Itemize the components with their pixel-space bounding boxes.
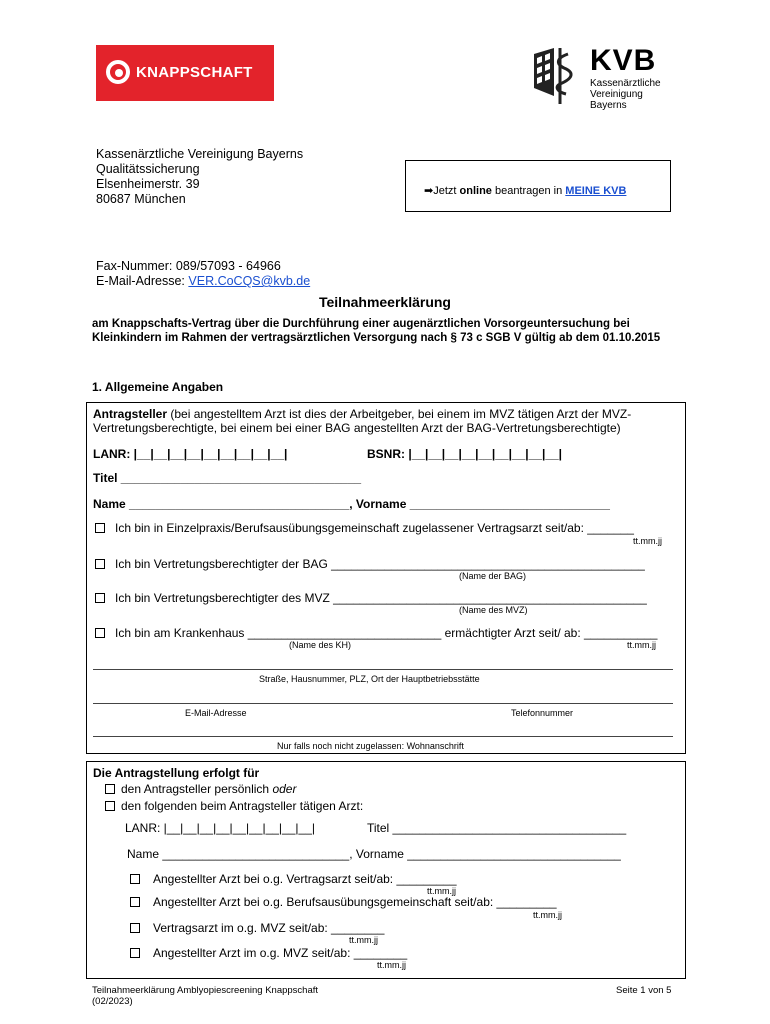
option-self-checkbox[interactable] xyxy=(105,784,115,794)
date-hint: tt.mm.jj xyxy=(427,886,456,896)
option-self-text: den Antragsteller persönlich xyxy=(121,782,273,796)
phone-hint: Telefonnummer xyxy=(511,708,574,718)
date-hint: tt.mm.jj xyxy=(377,960,406,970)
name-field[interactable]: Name _________________________________, Vorname ______________________________ xyxy=(93,497,610,511)
subtitle: am Knappschafts-Vertrag über die Durchführung einer augenärztlichen Vorsorgeuntersuchung bei Kleinkindern im Rahmen der vertragsärztlichen Versorgung nach § 73 c SGB V gültig ab dem 01.10.2015 xyxy=(92,318,661,344)
home-address-hint: Nur falls noch nicht zugelassen: Wohnanschrift xyxy=(277,741,464,751)
option-mvz-checkbox[interactable] xyxy=(95,593,105,603)
recipient-address xyxy=(96,147,303,207)
kh-name-hint: (Name des KH) xyxy=(289,640,352,650)
page-title: Teilnahmeerklärung xyxy=(318,294,451,310)
kvb-logo xyxy=(530,44,670,110)
doctor-name-field[interactable]: Name ____________________________, Vorname ________________________________ xyxy=(127,847,621,861)
knappschaft-logo-icon xyxy=(106,60,130,84)
c4-checkbox[interactable] xyxy=(130,948,140,958)
mvz-name-hint: (Name des MVZ) xyxy=(459,605,528,615)
address-line-1: Kassenärztliche Vereinigung Bayerns xyxy=(96,147,304,161)
address-hint: Straße, Hausnummer, PLZ, Ort der Hauptbetriebsstätte xyxy=(259,674,480,684)
option-bag-label: Ich bin Vertretungsberechtigter der BAG _______________________________________________ xyxy=(115,557,645,571)
footer-title: Teilnahmeerklärung Amblyopiescreening Knappschaft xyxy=(92,985,319,996)
knappschaft-logo-text: KNAPPSCHAFT xyxy=(136,64,253,81)
option-self-label xyxy=(121,782,296,796)
email-label: E-Mail-Adresse: xyxy=(96,274,189,288)
option-other-doctor-checkbox[interactable] xyxy=(105,801,115,811)
kvb-line-2: Vereinigung xyxy=(590,89,643,100)
date-hint: tt.mm.jj xyxy=(633,536,662,546)
footer-version: (02/2023) xyxy=(92,996,133,1007)
fax-number: Fax-Nummer: 089/57093 - 64966 xyxy=(96,259,281,273)
c3-checkbox[interactable] xyxy=(130,923,140,933)
antragsteller-intro xyxy=(93,407,631,421)
c2-label: Angestellter Arzt bei o.g. Berufsausübungsgemeinschaft seit/ab: _________ xyxy=(153,895,557,909)
meine-online: online xyxy=(459,185,492,197)
application-for-box xyxy=(86,761,686,979)
c3-label: Vertragsarzt im o.g. MVZ seit/ab: ________ xyxy=(153,921,385,935)
address-line-3: Elsenheimerstr. 39 xyxy=(96,177,200,191)
option-einzelpraxis-checkbox[interactable] xyxy=(95,523,105,533)
bsnr-field[interactable]: BSNR: |__|__|__|__|__|__|__|__|__| xyxy=(367,447,563,461)
arrow-right-icon: ➡ xyxy=(424,185,434,197)
lanr-field[interactable]: LANR: |__|__|__|__|__|__|__|__|__| xyxy=(93,447,288,461)
antragsteller-line-2: Vertretungsberechtigte, bei einem bei einer BAG angestellten Arzt der BAG-Vertretungsberechtigte) xyxy=(93,421,621,435)
email-phone-line[interactable] xyxy=(93,703,673,704)
home-address-line[interactable] xyxy=(93,736,673,737)
bag-name-hint: (Name der BAG) xyxy=(459,571,527,581)
option-other-doctor-label: den folgenden beim Antragsteller tätigen Arzt: xyxy=(121,799,364,813)
page-number: Seite 1 von 5 xyxy=(616,985,672,996)
meine-kvb-box xyxy=(405,160,671,212)
date-hint: tt.mm.jj xyxy=(349,935,378,945)
knappschaft-logo xyxy=(96,45,274,101)
option-einzelpraxis-label: Ich bin in Einzelpraxis/Berufsausübungsgemeinschaft zugelassener Vertragsarzt seit/ab: _______ xyxy=(115,521,634,535)
address-line-4: 80687 München xyxy=(96,192,186,206)
kvb-emblem-icon xyxy=(530,44,586,110)
date-hint: tt.mm.jj xyxy=(533,910,562,920)
c1-checkbox[interactable] xyxy=(130,874,140,884)
doctor-lanr-field[interactable]: LANR: |__|__|__|__|__|__|__|__|__| xyxy=(125,821,315,835)
antragsteller-rest: (bei angestelltem Arzt ist dies der Arbeitgeber, bei einem im MVZ tätigen Arzt der MVZ- xyxy=(167,407,632,421)
c4-label: Angestellter Arzt im o.g. MVZ seit/ab: ________ xyxy=(153,946,408,960)
date-hint: tt.mm.jj xyxy=(627,640,656,650)
address-line-2: Qualitätssicherung xyxy=(96,162,200,176)
kvb-line-3: Bayerns xyxy=(590,100,627,111)
antragsteller-label: Antragsteller xyxy=(93,407,168,421)
option-self-or: oder xyxy=(272,782,297,796)
c1-label: Angestellter Arzt bei o.g. Vertragsarzt seit/ab: _________ xyxy=(153,872,457,886)
titel-field[interactable]: Titel ____________________________________ xyxy=(93,471,362,485)
kvb-line-1: Kassenärztliche xyxy=(590,78,661,89)
box2-heading: Die Antragstellung erfolgt für xyxy=(93,766,260,780)
option-bag-checkbox[interactable] xyxy=(95,559,105,569)
option-krankenhaus-label: Ich bin am Krankenhaus _____________________________ ermächtigter Arzt seit/ ab: ___________ xyxy=(115,626,658,640)
doctor-titel-field[interactable]: Titel ___________________________________ xyxy=(367,821,627,835)
email-link[interactable]: VER.CoCQS@kvb.de xyxy=(188,274,311,288)
footer xyxy=(92,985,318,1007)
email-hint: E-Mail-Adresse xyxy=(185,708,247,718)
meine-kvb-link[interactable]: MEINE KVB xyxy=(565,185,627,197)
option-mvz-label: Ich bin Vertretungsberechtigter des MVZ _______________________________________________ xyxy=(115,591,647,605)
meine-mid: beantragen in xyxy=(491,185,566,197)
address-line[interactable] xyxy=(93,669,673,670)
kvb-logo-title: KVB xyxy=(590,44,657,77)
contact-info xyxy=(96,259,310,289)
meine-pre: Jetzt xyxy=(433,185,460,197)
option-krankenhaus-checkbox[interactable] xyxy=(95,628,105,638)
section-heading: 1. Allgemeine Angaben xyxy=(92,380,224,394)
c2-checkbox[interactable] xyxy=(130,897,140,907)
kvb-logo-subtitle xyxy=(590,78,661,111)
applicant-box xyxy=(86,402,686,754)
